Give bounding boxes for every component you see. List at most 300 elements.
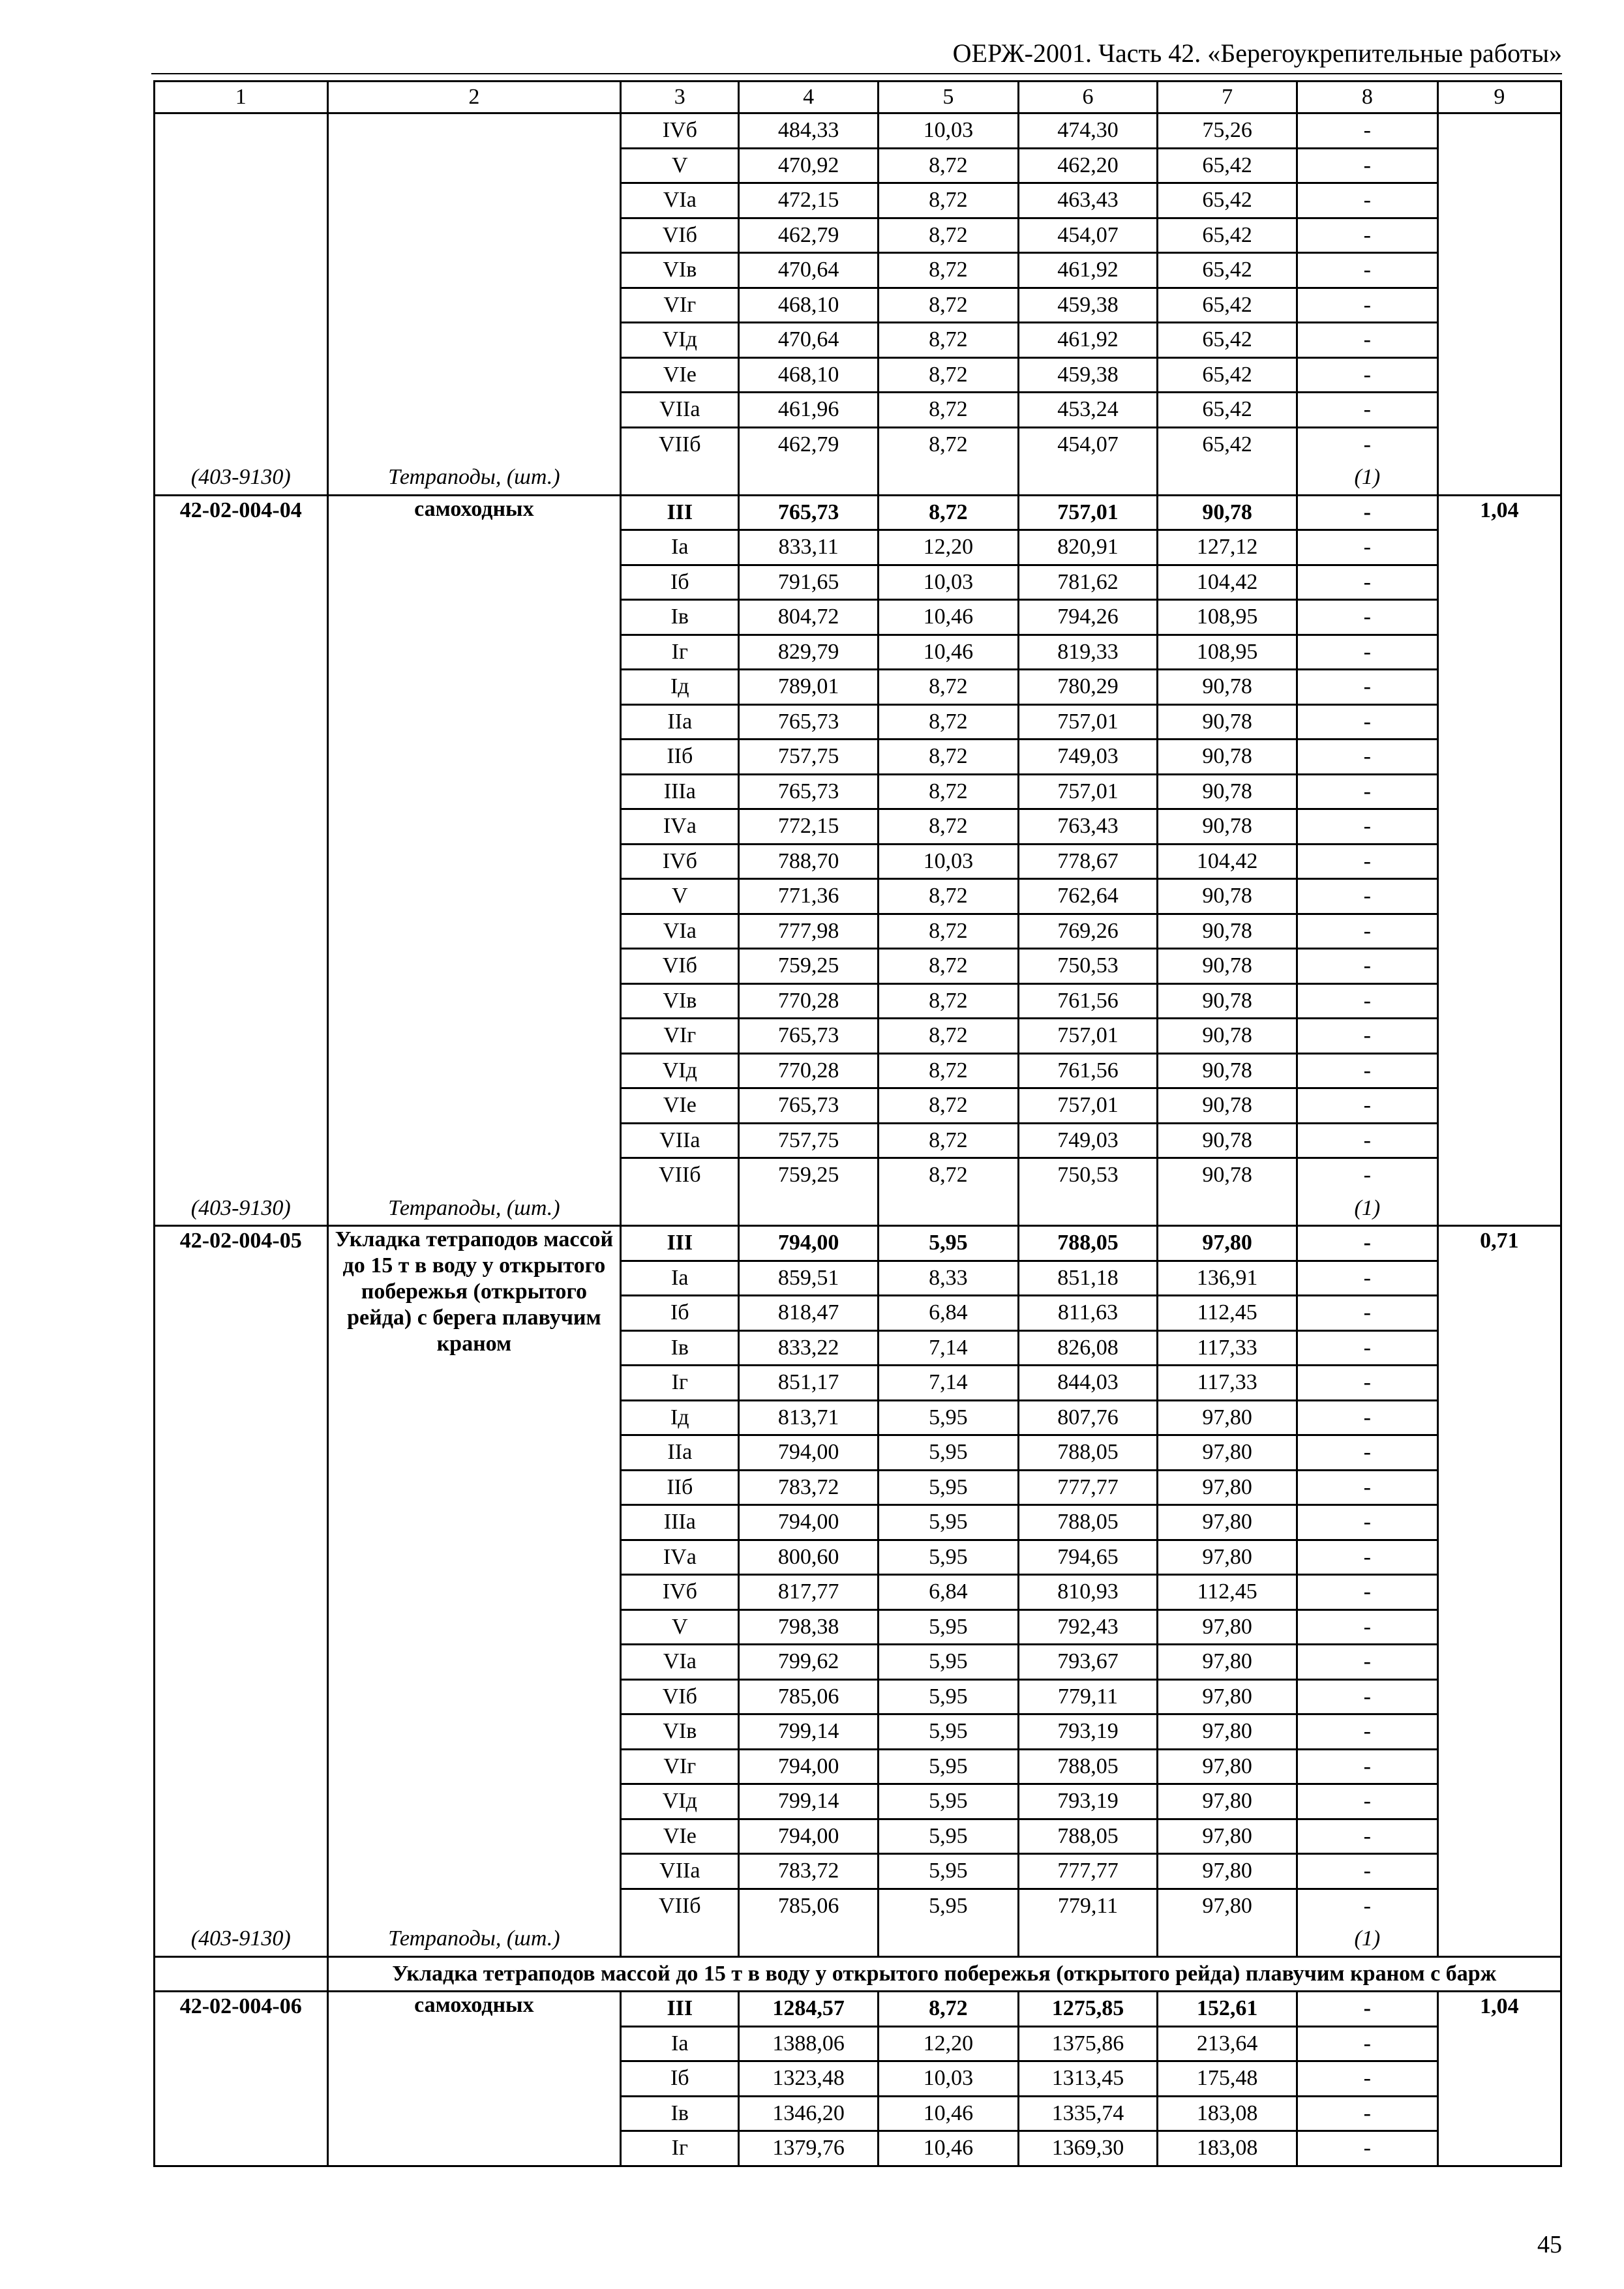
machine-cost: 777,77 bbox=[1018, 1854, 1158, 1889]
machine-cost: 1313,45 bbox=[1018, 2061, 1158, 2097]
empty-cell bbox=[621, 1192, 739, 1226]
wages: 5,95 bbox=[879, 1679, 1019, 1714]
machine-cost: 1275,85 bbox=[1018, 1992, 1158, 2027]
wages: 6,84 bbox=[879, 1575, 1019, 1610]
materials: - bbox=[1297, 1749, 1437, 1784]
total-cost: 470,64 bbox=[739, 323, 879, 358]
resource-row bbox=[155, 1922, 1561, 1956]
machine-cost: 777,77 bbox=[1018, 1470, 1158, 1505]
materials: - bbox=[1297, 218, 1437, 253]
machine-cost: 757,01 bbox=[1018, 1019, 1158, 1054]
labor-coef bbox=[1437, 113, 1561, 496]
total-cost: 1379,76 bbox=[739, 2131, 879, 2166]
machine-cost: 788,05 bbox=[1018, 1226, 1158, 1261]
machine-cost: 749,03 bbox=[1018, 740, 1158, 775]
total-cost: 783,72 bbox=[739, 1470, 879, 1505]
machine-cost: 793,19 bbox=[1018, 1714, 1158, 1750]
machinist-wages: 97,80 bbox=[1158, 1400, 1297, 1435]
total-cost: 462,79 bbox=[739, 218, 879, 253]
materials: - bbox=[1297, 1158, 1437, 1192]
total-cost: 765,73 bbox=[739, 1088, 879, 1124]
total-cost: 813,71 bbox=[739, 1400, 879, 1435]
total-cost: 765,73 bbox=[739, 495, 879, 530]
region-zone: VIв bbox=[621, 983, 739, 1019]
wages: 5,95 bbox=[879, 1645, 1019, 1680]
machine-cost: 779,11 bbox=[1018, 1889, 1158, 1922]
machinist-wages: 65,42 bbox=[1158, 357, 1297, 393]
total-cost: 804,72 bbox=[739, 600, 879, 635]
region-zone: IIIа bbox=[621, 774, 739, 809]
machinist-wages: 117,33 bbox=[1158, 1330, 1297, 1366]
total-cost: 794,00 bbox=[739, 1435, 879, 1471]
column-number: 9 bbox=[1437, 82, 1561, 113]
wages: 8,72 bbox=[879, 879, 1019, 914]
materials: - bbox=[1297, 183, 1437, 218]
machine-cost: 757,01 bbox=[1018, 704, 1158, 740]
column-number-row bbox=[155, 82, 1561, 113]
total-cost: 771,36 bbox=[739, 879, 879, 914]
materials: - bbox=[1297, 1261, 1437, 1296]
region-zone: VIа bbox=[621, 1645, 739, 1680]
resource-name: Тетраподы, (шт.) bbox=[327, 1192, 621, 1226]
materials: - bbox=[1297, 323, 1437, 358]
wages: 8,72 bbox=[879, 774, 1019, 809]
total-cost: 799,14 bbox=[739, 1784, 879, 1819]
machine-cost: 459,38 bbox=[1018, 288, 1158, 323]
empty-cell bbox=[879, 1922, 1019, 1956]
materials: - bbox=[1297, 600, 1437, 635]
wages: 10,03 bbox=[879, 844, 1019, 879]
materials: - bbox=[1297, 1889, 1437, 1922]
materials: - bbox=[1297, 1854, 1437, 1889]
resource-qty: (1) bbox=[1297, 461, 1437, 495]
region-zone: Iд bbox=[621, 670, 739, 705]
wages: 8,72 bbox=[879, 704, 1019, 740]
region-zone: IIа bbox=[621, 704, 739, 740]
total-cost: 785,06 bbox=[739, 1679, 879, 1714]
total-cost: 799,14 bbox=[739, 1714, 879, 1750]
column-number: 1 bbox=[155, 82, 328, 113]
page-number: 45 bbox=[1537, 2231, 1562, 2258]
machinist-wages: 127,12 bbox=[1158, 530, 1297, 565]
wages: 6,84 bbox=[879, 1296, 1019, 1331]
region-zone: Iв bbox=[621, 1330, 739, 1366]
machine-cost: 454,07 bbox=[1018, 427, 1158, 461]
materials: - bbox=[1297, 357, 1437, 393]
machinist-wages: 97,80 bbox=[1158, 1645, 1297, 1680]
wages: 8,72 bbox=[879, 914, 1019, 949]
materials: - bbox=[1297, 288, 1437, 323]
machinist-wages: 97,80 bbox=[1158, 1505, 1297, 1540]
materials: - bbox=[1297, 565, 1437, 600]
empty-cell bbox=[1158, 461, 1297, 495]
empty-cell bbox=[621, 1922, 739, 1956]
machine-cost: 788,05 bbox=[1018, 1505, 1158, 1540]
machinist-wages: 90,78 bbox=[1158, 774, 1297, 809]
materials: - bbox=[1297, 1679, 1437, 1714]
machinist-wages: 183,08 bbox=[1158, 2096, 1297, 2131]
region-zone: IVб bbox=[621, 1575, 739, 1610]
wages: 5,95 bbox=[879, 1784, 1019, 1819]
materials: - bbox=[1297, 393, 1437, 428]
wages: 5,95 bbox=[879, 1714, 1019, 1750]
wages: 10,03 bbox=[879, 565, 1019, 600]
machinist-wages: 75,26 bbox=[1158, 113, 1297, 149]
machine-cost: 807,76 bbox=[1018, 1400, 1158, 1435]
region-zone: Iд bbox=[621, 1400, 739, 1435]
region-zone: Iг bbox=[621, 635, 739, 670]
total-cost: 818,47 bbox=[739, 1296, 879, 1331]
machinist-wages: 112,45 bbox=[1158, 1296, 1297, 1331]
region-zone: VIIа bbox=[621, 393, 739, 428]
wages: 8,72 bbox=[879, 323, 1019, 358]
machine-cost: 757,01 bbox=[1018, 495, 1158, 530]
machine-cost: 781,62 bbox=[1018, 565, 1158, 600]
total-cost: 470,64 bbox=[739, 253, 879, 288]
empty-cell bbox=[739, 1192, 879, 1226]
empty-cell bbox=[879, 461, 1019, 495]
rate-code: 42-02-004-05 bbox=[155, 1226, 328, 1923]
wages: 8,72 bbox=[879, 148, 1019, 183]
region-zone: IIб bbox=[621, 740, 739, 775]
total-cost: 851,17 bbox=[739, 1366, 879, 1401]
rate-name: Укладка тетраподов массой до 15 т в воду у открытого побережья (открытого рейда) с берега плавучим краном bbox=[327, 1226, 621, 1923]
materials: - bbox=[1297, 1088, 1437, 1124]
region-zone: VIIб bbox=[621, 1158, 739, 1192]
total-cost: 794,00 bbox=[739, 1505, 879, 1540]
total-cost: 859,51 bbox=[739, 1261, 879, 1296]
machinist-wages: 65,42 bbox=[1158, 218, 1297, 253]
resource-code: (403-9130) bbox=[155, 1922, 328, 1956]
rate-code bbox=[155, 113, 328, 462]
region-zone: Iб bbox=[621, 2061, 739, 2097]
region-zone: IVа bbox=[621, 1540, 739, 1575]
column-number: 3 bbox=[621, 82, 739, 113]
materials: - bbox=[1297, 1053, 1437, 1088]
machine-cost: 749,03 bbox=[1018, 1123, 1158, 1158]
machine-cost: 820,91 bbox=[1018, 530, 1158, 565]
empty-cell bbox=[155, 1956, 328, 1992]
resource-code: (403-9130) bbox=[155, 461, 328, 495]
machine-cost: 794,26 bbox=[1018, 600, 1158, 635]
machine-cost: 826,08 bbox=[1018, 1330, 1158, 1366]
header-rule bbox=[151, 73, 1562, 74]
wages: 5,95 bbox=[879, 1819, 1019, 1854]
machine-cost: 463,43 bbox=[1018, 183, 1158, 218]
resource-qty: (1) bbox=[1297, 1922, 1437, 1956]
total-cost: 461,96 bbox=[739, 393, 879, 428]
machinist-wages: 97,80 bbox=[1158, 1679, 1297, 1714]
machinist-wages: 65,42 bbox=[1158, 253, 1297, 288]
machinist-wages: 90,78 bbox=[1158, 1158, 1297, 1192]
machinist-wages: 136,91 bbox=[1158, 1261, 1297, 1296]
region-zone: Iв bbox=[621, 2096, 739, 2131]
materials: - bbox=[1297, 1226, 1437, 1261]
machinist-wages: 97,80 bbox=[1158, 1609, 1297, 1645]
rate-code: 42-02-004-06 bbox=[155, 1992, 328, 2166]
empty-cell bbox=[739, 461, 879, 495]
total-cost: 765,73 bbox=[739, 704, 879, 740]
wages: 8,72 bbox=[879, 809, 1019, 845]
wages: 5,95 bbox=[879, 1400, 1019, 1435]
labor-coef: 1,04 bbox=[1437, 495, 1561, 1226]
machinist-wages: 97,80 bbox=[1158, 1714, 1297, 1750]
total-cost: 468,10 bbox=[739, 288, 879, 323]
wages: 8,72 bbox=[879, 740, 1019, 775]
machinist-wages: 108,95 bbox=[1158, 635, 1297, 670]
total-cost: 833,11 bbox=[739, 530, 879, 565]
region-zone: IVб bbox=[621, 844, 739, 879]
machine-cost: 793,19 bbox=[1018, 1784, 1158, 1819]
region-zone: III bbox=[621, 1992, 739, 2027]
region-zone: Iв bbox=[621, 600, 739, 635]
machine-cost: 1375,86 bbox=[1018, 2026, 1158, 2061]
region-zone: Iг bbox=[621, 2131, 739, 2166]
materials: - bbox=[1297, 2026, 1437, 2061]
wages: 8,72 bbox=[879, 983, 1019, 1019]
column-number: 7 bbox=[1158, 82, 1297, 113]
machinist-wages: 183,08 bbox=[1158, 2131, 1297, 2166]
total-cost: 765,73 bbox=[739, 1019, 879, 1054]
section-row bbox=[155, 1956, 1561, 1992]
total-cost: 1388,06 bbox=[739, 2026, 879, 2061]
machine-cost: 750,53 bbox=[1018, 1158, 1158, 1192]
total-cost: 472,15 bbox=[739, 183, 879, 218]
wages: 7,14 bbox=[879, 1330, 1019, 1366]
total-cost: 1323,48 bbox=[739, 2061, 879, 2097]
materials: - bbox=[1297, 1366, 1437, 1401]
wages: 8,72 bbox=[879, 1053, 1019, 1088]
column-number: 4 bbox=[739, 82, 879, 113]
region-zone: VIа bbox=[621, 914, 739, 949]
total-cost: 770,28 bbox=[739, 983, 879, 1019]
machine-cost: 794,65 bbox=[1018, 1540, 1158, 1575]
wages: 10,03 bbox=[879, 113, 1019, 149]
region-zone: Iа bbox=[621, 530, 739, 565]
materials: - bbox=[1297, 914, 1437, 949]
empty-cell bbox=[621, 461, 739, 495]
machinist-wages: 108,95 bbox=[1158, 600, 1297, 635]
materials: - bbox=[1297, 774, 1437, 809]
resource-name: Тетраподы, (шт.) bbox=[327, 461, 621, 495]
machine-cost: 810,93 bbox=[1018, 1575, 1158, 1610]
machine-cost: 793,67 bbox=[1018, 1645, 1158, 1680]
machine-cost: 851,18 bbox=[1018, 1261, 1158, 1296]
machinist-wages: 90,78 bbox=[1158, 740, 1297, 775]
region-zone: Iб bbox=[621, 1296, 739, 1331]
machinist-wages: 97,80 bbox=[1158, 1226, 1297, 1261]
machinist-wages: 65,42 bbox=[1158, 183, 1297, 218]
region-zone: VIв bbox=[621, 1714, 739, 1750]
machine-cost: 788,05 bbox=[1018, 1435, 1158, 1471]
wages: 5,95 bbox=[879, 1749, 1019, 1784]
machine-cost: 454,07 bbox=[1018, 218, 1158, 253]
region-zone: Iг bbox=[621, 1366, 739, 1401]
wages: 12,20 bbox=[879, 2026, 1019, 2061]
wages: 10,03 bbox=[879, 2061, 1019, 2097]
total-cost: 798,38 bbox=[739, 1609, 879, 1645]
machinist-wages: 90,78 bbox=[1158, 949, 1297, 984]
region-zone: VIе bbox=[621, 357, 739, 393]
wages: 8,72 bbox=[879, 495, 1019, 530]
materials: - bbox=[1297, 1645, 1437, 1680]
materials: - bbox=[1297, 1505, 1437, 1540]
total-cost: 777,98 bbox=[739, 914, 879, 949]
region-zone: V bbox=[621, 879, 739, 914]
machine-cost: 1369,30 bbox=[1018, 2131, 1158, 2166]
total-cost: 788,70 bbox=[739, 844, 879, 879]
materials: - bbox=[1297, 1019, 1437, 1054]
empty-cell bbox=[1018, 461, 1158, 495]
wages: 5,95 bbox=[879, 1889, 1019, 1922]
total-cost: 759,25 bbox=[739, 949, 879, 984]
total-cost: 833,22 bbox=[739, 1330, 879, 1366]
machine-cost: 778,67 bbox=[1018, 844, 1158, 879]
materials: - bbox=[1297, 1992, 1437, 2027]
total-cost: 1346,20 bbox=[739, 2096, 879, 2131]
empty-cell bbox=[1018, 1922, 1158, 1956]
wages: 8,72 bbox=[879, 1088, 1019, 1124]
materials: - bbox=[1297, 809, 1437, 845]
machine-cost: 453,24 bbox=[1018, 393, 1158, 428]
machinist-wages: 65,42 bbox=[1158, 148, 1297, 183]
machinist-wages: 90,78 bbox=[1158, 879, 1297, 914]
total-cost: 785,06 bbox=[739, 1889, 879, 1922]
materials: - bbox=[1297, 1540, 1437, 1575]
region-zone: VIг bbox=[621, 288, 739, 323]
wages: 10,46 bbox=[879, 600, 1019, 635]
region-zone: VIб bbox=[621, 1679, 739, 1714]
materials: - bbox=[1297, 1819, 1437, 1854]
materials: - bbox=[1297, 949, 1437, 984]
region-zone: IVа bbox=[621, 809, 739, 845]
machine-cost: 761,56 bbox=[1018, 983, 1158, 1019]
machinist-wages: 65,42 bbox=[1158, 323, 1297, 358]
machinist-wages: 90,78 bbox=[1158, 1019, 1297, 1054]
machine-cost: 757,01 bbox=[1018, 1088, 1158, 1124]
machine-cost: 819,33 bbox=[1018, 635, 1158, 670]
empty-cell bbox=[739, 1922, 879, 1956]
region-zone: VIIб bbox=[621, 1889, 739, 1922]
total-cost: 799,62 bbox=[739, 1645, 879, 1680]
region-zone: VIг bbox=[621, 1019, 739, 1054]
materials: - bbox=[1297, 253, 1437, 288]
materials: - bbox=[1297, 1296, 1437, 1331]
machine-cost: 750,53 bbox=[1018, 949, 1158, 984]
materials: - bbox=[1297, 2131, 1437, 2166]
machine-cost: 844,03 bbox=[1018, 1366, 1158, 1401]
total-cost: 484,33 bbox=[739, 113, 879, 149]
machine-cost: 761,56 bbox=[1018, 1053, 1158, 1088]
total-cost: 772,15 bbox=[739, 809, 879, 845]
region-zone: VIб bbox=[621, 949, 739, 984]
wages: 12,20 bbox=[879, 530, 1019, 565]
machinist-wages: 90,78 bbox=[1158, 983, 1297, 1019]
rates-table bbox=[153, 80, 1562, 2167]
machinist-wages: 90,78 bbox=[1158, 1088, 1297, 1124]
region-zone: Iб bbox=[621, 565, 739, 600]
resource-name: Тетраподы, (шт.) bbox=[327, 1922, 621, 1956]
region-zone: VIе bbox=[621, 1819, 739, 1854]
wages: 10,46 bbox=[879, 2131, 1019, 2166]
materials: - bbox=[1297, 983, 1437, 1019]
materials: - bbox=[1297, 1435, 1437, 1471]
machinist-wages: 97,80 bbox=[1158, 1819, 1297, 1854]
wages: 10,46 bbox=[879, 635, 1019, 670]
machinist-wages: 97,80 bbox=[1158, 1435, 1297, 1471]
wages: 8,72 bbox=[879, 1992, 1019, 2027]
machinist-wages: 175,48 bbox=[1158, 2061, 1297, 2097]
wages: 8,72 bbox=[879, 288, 1019, 323]
wages: 8,72 bbox=[879, 1123, 1019, 1158]
region-zone: IIа bbox=[621, 1435, 739, 1471]
materials: - bbox=[1297, 1470, 1437, 1505]
machinist-wages: 90,78 bbox=[1158, 809, 1297, 845]
machinist-wages: 97,80 bbox=[1158, 1784, 1297, 1819]
region-zone: VIе bbox=[621, 1088, 739, 1124]
materials: - bbox=[1297, 670, 1437, 705]
region-zone: III bbox=[621, 1226, 739, 1261]
machinist-wages: 104,42 bbox=[1158, 844, 1297, 879]
wages: 5,95 bbox=[879, 1435, 1019, 1471]
rate-name: самоходных bbox=[327, 1992, 621, 2166]
region-zone: V bbox=[621, 1609, 739, 1645]
materials: - bbox=[1297, 1784, 1437, 1819]
region-zone: Iа bbox=[621, 1261, 739, 1296]
region-zone: VIIа bbox=[621, 1854, 739, 1889]
wages: 8,72 bbox=[879, 427, 1019, 461]
region-zone: VIд bbox=[621, 1784, 739, 1819]
section-title: Укладка тетраподов массой до 15 т в воду у открытого побережья (открытого рейда) плавучим краном с барж bbox=[327, 1956, 1561, 1992]
wages: 8,33 bbox=[879, 1261, 1019, 1296]
empty-cell bbox=[1018, 1192, 1158, 1226]
materials: - bbox=[1297, 1609, 1437, 1645]
total-cost: 789,01 bbox=[739, 670, 879, 705]
total-cost: 770,28 bbox=[739, 1053, 879, 1088]
machinist-wages: 97,80 bbox=[1158, 1540, 1297, 1575]
materials: - bbox=[1297, 427, 1437, 461]
machine-cost: 474,30 bbox=[1018, 113, 1158, 149]
page-header: ОЕРЖ-2001. Часть 42. «Берегоукрепительные работы» bbox=[952, 38, 1562, 68]
resource-row bbox=[155, 1192, 1561, 1226]
machine-cost: 762,64 bbox=[1018, 879, 1158, 914]
region-zone: VIг bbox=[621, 1749, 739, 1784]
total-cost: 1284,57 bbox=[739, 1992, 879, 2027]
materials: - bbox=[1297, 1575, 1437, 1610]
machinist-wages: 97,80 bbox=[1158, 1749, 1297, 1784]
machinist-wages: 90,78 bbox=[1158, 495, 1297, 530]
materials: - bbox=[1297, 635, 1437, 670]
region-zone: Iа bbox=[621, 2026, 739, 2061]
region-zone: VIа bbox=[621, 183, 739, 218]
region-zone: IIIа bbox=[621, 1505, 739, 1540]
labor-coef: 1,04 bbox=[1437, 1992, 1561, 2166]
materials: - bbox=[1297, 1714, 1437, 1750]
wages: 8,72 bbox=[879, 1158, 1019, 1192]
total-cost: 794,00 bbox=[739, 1819, 879, 1854]
region-zone: IIб bbox=[621, 1470, 739, 1505]
machine-cost: 1335,74 bbox=[1018, 2096, 1158, 2131]
wages: 5,95 bbox=[879, 1609, 1019, 1645]
resource-row bbox=[155, 461, 1561, 495]
column-number: 5 bbox=[879, 82, 1019, 113]
region-zone: VIв bbox=[621, 253, 739, 288]
rate-name: самоходных bbox=[327, 495, 621, 1192]
column-number: 2 bbox=[327, 82, 621, 113]
machine-cost: 779,11 bbox=[1018, 1679, 1158, 1714]
total-cost: 794,00 bbox=[739, 1749, 879, 1784]
machinist-wages: 65,42 bbox=[1158, 288, 1297, 323]
